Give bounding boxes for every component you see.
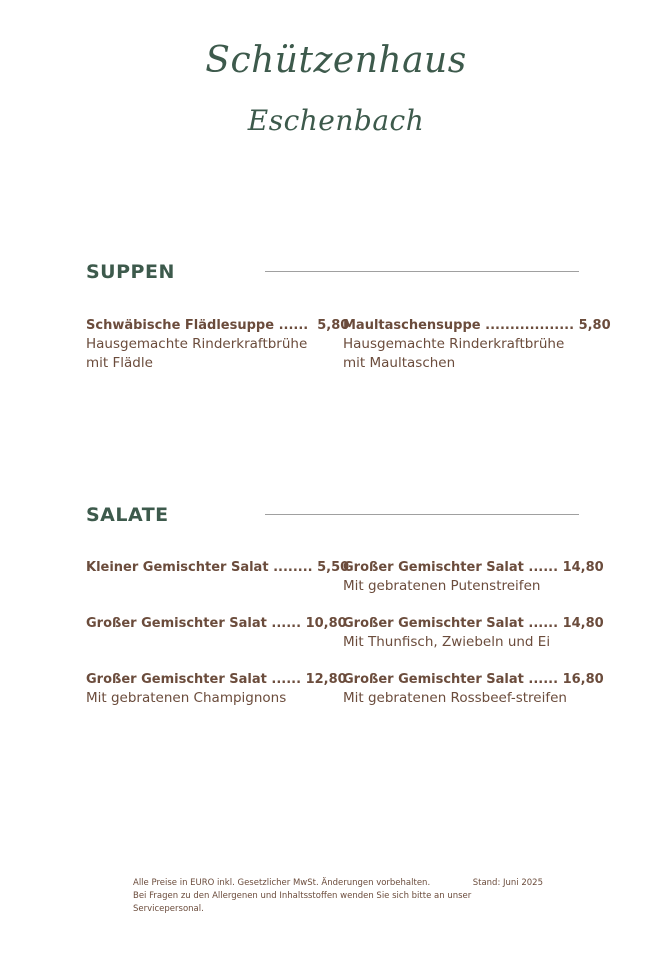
menu-item-dots: ......	[528, 672, 559, 687]
menu-item-price: 5,50	[317, 560, 350, 575]
menu-item-description: Hausgemachte Rinderkraftbrühe mit Flädle	[86, 336, 308, 371]
menu-item-name: Maultaschensuppe	[343, 318, 481, 333]
menu-item-heading	[343, 671, 604, 689]
section-divider	[265, 271, 579, 272]
menu-item-name: Schwäbische Flädlesuppe	[86, 318, 275, 333]
menu-item-description: Hausgemachte Rinderkraftbrühe mit Maultaschen	[343, 336, 565, 371]
menu-item	[343, 317, 611, 372]
menu-item-description: Mit gebratenen Champignons	[86, 690, 287, 706]
menu-item-dots: ......	[278, 318, 309, 333]
menu-item-description: Mit gebratenen Putenstreifen	[343, 578, 541, 594]
menu-item-dots: ......	[271, 672, 302, 687]
menu-item-dots: ......	[271, 616, 302, 631]
menu-item-heading	[86, 671, 347, 689]
menu-item-heading	[86, 559, 350, 577]
menu-item	[343, 559, 604, 596]
menu-item-price: 14,80	[562, 616, 604, 631]
menu-item-price: 12,80	[305, 672, 347, 687]
restaurant-location: Eschenbach	[247, 104, 425, 137]
footer-stand-date: Stand: Juni 2025	[472, 878, 543, 888]
menu-item-heading	[343, 615, 604, 633]
section-divider	[265, 514, 579, 515]
footer	[133, 877, 543, 916]
section-title-salate: SALATE	[86, 504, 169, 526]
menu-item-name: Großer Gemischter Salat	[343, 616, 524, 631]
menu-item-dots: ......	[528, 560, 559, 575]
menu-item-price: 5,80	[578, 318, 611, 333]
footer-allergen-note: Bei Fragen zu den Allergenen und Inhaltsstoffen wenden Sie sich bitte an unser Servicepersonal.	[133, 891, 472, 914]
menu-item	[86, 671, 347, 708]
menu-item-name: Großer Gemischter Salat	[86, 672, 267, 687]
menu-item-name: Kleiner Gemischter Salat	[86, 560, 269, 575]
menu-item-dots: ........	[273, 560, 313, 575]
menu-item	[86, 317, 350, 372]
menu-item-price: 10,80	[305, 616, 347, 631]
menu-item-dots: ......	[528, 616, 559, 631]
menu-item	[86, 615, 347, 633]
footer-row	[133, 877, 543, 890]
menu-item	[86, 559, 350, 577]
menu-item	[343, 615, 604, 652]
menu-item-description: Mit gebratenen Rossbeef-streifen	[343, 690, 567, 706]
footer-price-note: Alle Preise in EURO inkl. Gesetzlicher MwSt. Änderungen vorbehalten.	[133, 878, 431, 888]
menu-item-heading	[343, 317, 611, 335]
menu-item-price: 16,80	[562, 672, 604, 687]
menu-item-dots: ..................	[485, 318, 575, 333]
menu-item-name: Großer Gemischter Salat	[343, 672, 524, 687]
menu-item-name: Großer Gemischter Salat	[86, 616, 267, 631]
menu-item-heading	[86, 615, 347, 633]
menu-item-heading	[343, 559, 604, 577]
restaurant-name: Schützenhaus	[205, 40, 467, 81]
menu-item-name: Großer Gemischter Salat	[343, 560, 524, 575]
menu-item-description: Mit Thunfisch, Zwiebeln und Ei	[343, 634, 551, 650]
menu-item-heading	[86, 317, 350, 335]
section-title-suppen: SUPPEN	[86, 261, 175, 283]
menu-item-price: 5,80	[317, 318, 350, 333]
menu-item	[343, 671, 604, 708]
menu-item-price: 14,80	[562, 560, 604, 575]
